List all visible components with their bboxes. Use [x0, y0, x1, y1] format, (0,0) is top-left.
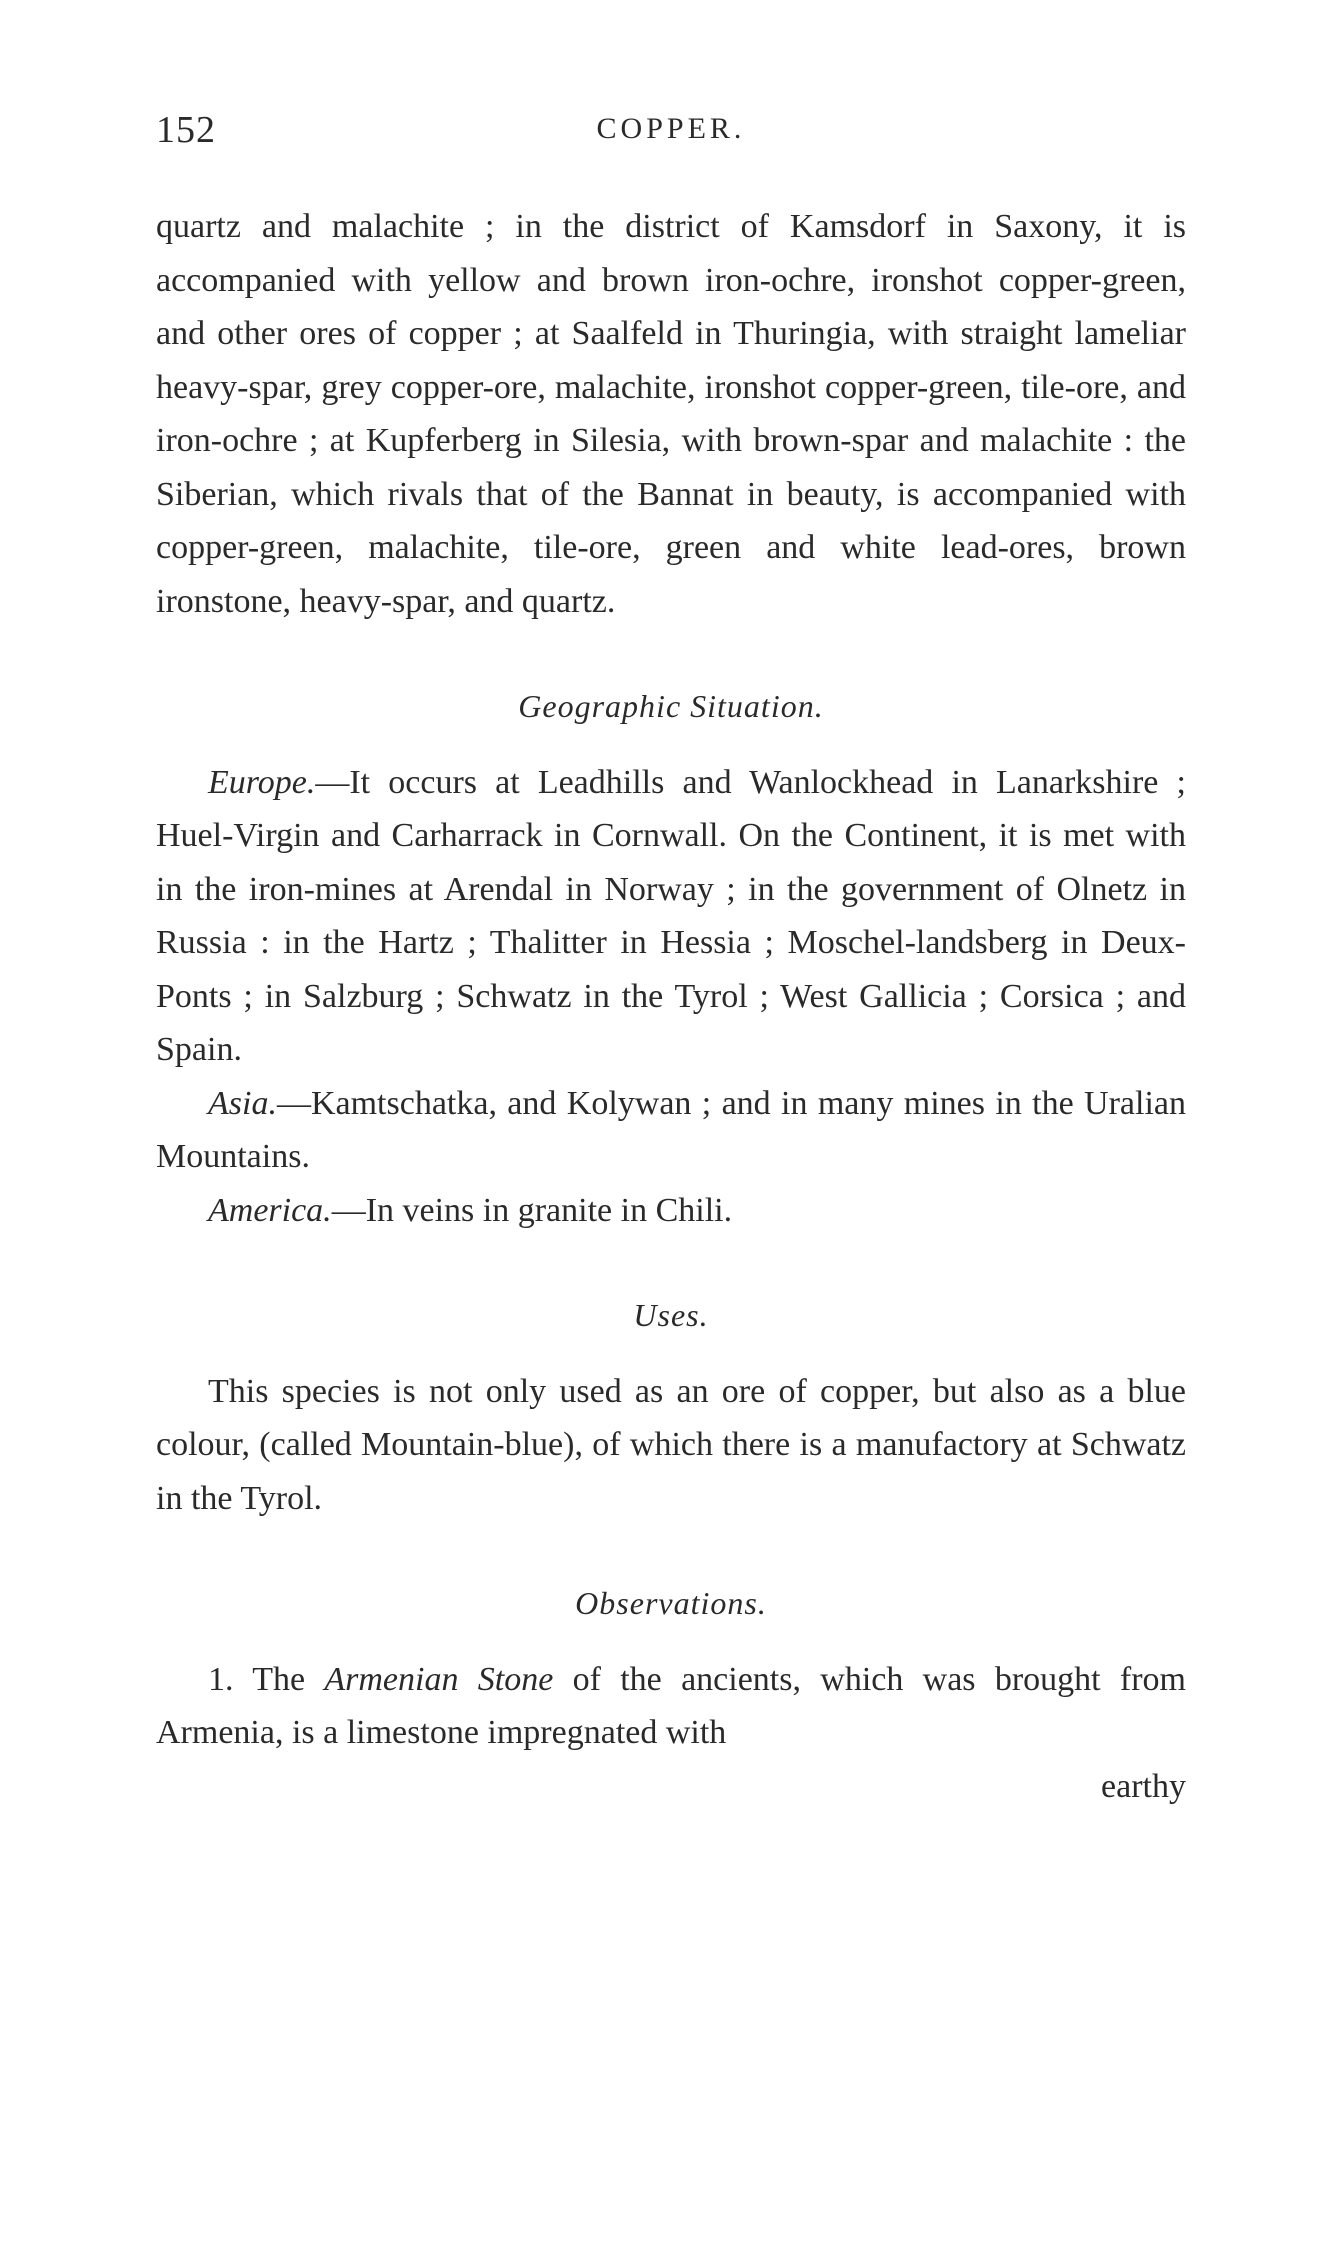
catchword: earthy [1101, 1767, 1186, 1805]
body-text [156, 200, 1186, 1813]
asia-label: Asia. [208, 1084, 277, 1122]
uses-heading: Uses. [633, 1297, 709, 1333]
asia-paragraph [156, 1077, 1186, 1184]
observation-text-before: The [252, 1660, 306, 1698]
uses-paragraph: This species is not only used as an ore of copper, but also as a blue colour, (called Mountain-blue), of which there is a manufactory at Schwatz in the Tyrol. [156, 1372, 1186, 1517]
observation-number: 1. [208, 1660, 234, 1698]
armenian-stone-term: Armenian Stone [324, 1660, 554, 1698]
europe-text: —It occurs at Leadhills and Wanlockhead in Lanarkshire ; Huel-Virgin and Carharrack in Cornwall. On the Continent, it is met with in the iron-mines at Arendal in Norway ; in the government of Olnetz in Russia : in the Hartz ; Thalitter in Hessia ; Moschel-landsberg in Deux-Ponts ; in Salzburg ; Schwatz in the Tyrol ; West Gallicia ; Corsica ; and Spain. [156, 763, 1186, 1068]
europe-label: Europe. [208, 763, 316, 801]
intro-paragraph: quartz and malachite ; in the district of Kamsdorf in Saxony, it is accompanied with yellow and brown iron-ochre, ironshot copper-green, and other ores of copper ; at Saalfeld in Thuringia, with straight lameliar heavy-spar, grey copper-ore, malachite, ironshot copper-green, tile-ore, and iron-ochre ; at Kupferberg in Silesia, with brown-spar and malachite : the Siberian, which rivals that of the Bannat in beauty, is accompanied with copper-green, malachite, tile-ore, green and white lead-ores, brown ironstone, heavy-spar, and quartz. [156, 208, 1186, 620]
running-head: COPPER. [596, 112, 746, 145]
geographic-situation-heading: Geographic Situation. [518, 688, 824, 724]
observations-heading: Observations. [575, 1585, 767, 1621]
america-paragraph [156, 1184, 1186, 1238]
page-number: 152 [156, 109, 216, 151]
asia-text: —Kamtschatka, and Kolywan ; and in many mines in the Uralian Mountains. [156, 1084, 1186, 1175]
page-header [156, 108, 1186, 158]
observation-text-after: of the ancients, which was brought from Armenia, is a limestone impregnated with [156, 1660, 1187, 1751]
europe-paragraph [156, 756, 1186, 1077]
america-text: —In veins in granite in Chili. [331, 1191, 733, 1229]
observation-1-paragraph [156, 1653, 1186, 1760]
america-label: America. [208, 1191, 332, 1229]
